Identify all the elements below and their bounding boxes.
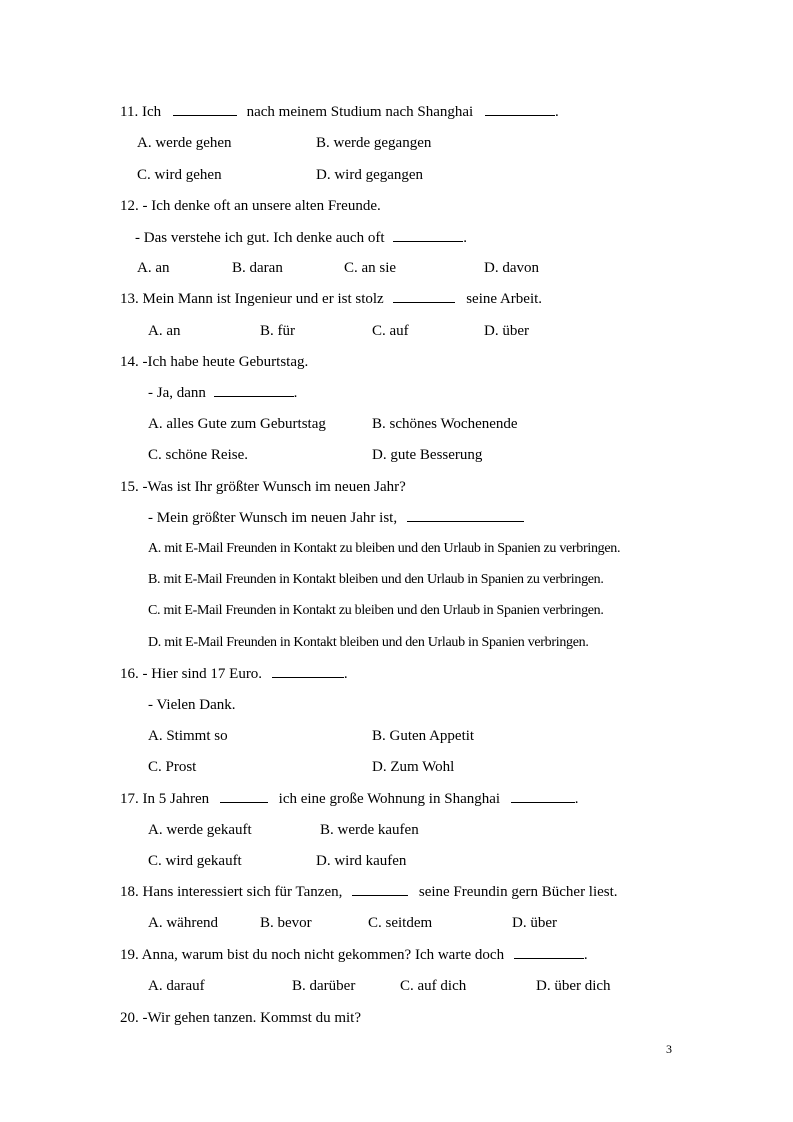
- q16-option-b[interactable]: B. Guten Appetit: [372, 728, 475, 744]
- q17-option-c[interactable]: C. wird gekauft: [148, 853, 242, 869]
- q15-option-c[interactable]: C. mit E-Mail Freunden in Kontakt zu bleiben und den Urlaub in Spanien verbringen.: [148, 603, 604, 618]
- q11-option-a[interactable]: A. werde gehen: [137, 135, 232, 151]
- q14-line-1: 14. -Ich habe heute Geburtstag.: [120, 354, 309, 370]
- q17-middle: ich eine große Wohnung in Shanghai: [278, 791, 501, 807]
- q20-line-1: 20. -Wir gehen tanzen. Kommst du mit?: [120, 1010, 362, 1026]
- page-number: 3: [666, 1042, 672, 1056]
- q16-option-c[interactable]: C. Prost: [148, 759, 197, 775]
- q12-line-2: [135, 228, 467, 248]
- q11-option-d[interactable]: D. wird gegangen: [316, 167, 424, 183]
- q15-option-b[interactable]: B. mit E-Mail Freunden in Kontakt bleiben und den Urlaub in Spanien zu verbringen.: [148, 572, 604, 587]
- q18-option-a[interactable]: A. während: [148, 915, 218, 931]
- q18-end: seine Freundin gern Bücher liest.: [418, 884, 618, 900]
- q14-option-a[interactable]: A. alles Gute zum Geburtstag: [148, 416, 326, 432]
- q19-option-d[interactable]: D. über dich: [536, 978, 611, 994]
- q18-option-b[interactable]: B. bevor: [260, 915, 312, 931]
- q15-line-2-text: - Mein größter Wunsch im neuen Jahr ist,: [148, 510, 398, 526]
- q16-option-d[interactable]: D. Zum Wohl: [372, 759, 455, 775]
- q15-option-a[interactable]: A. mit E-Mail Freunden in Kontakt zu bleiben und den Urlaub in Spanien zu verbringen.: [148, 541, 621, 556]
- q14-option-c[interactable]: C. schöne Reise.: [148, 447, 248, 463]
- q15-line-2: [148, 508, 524, 528]
- q11-option-b[interactable]: B. werde gegangen: [316, 135, 432, 151]
- q14-blank[interactable]: [214, 383, 294, 397]
- q12-line-2-text: - Das verstehe ich gut. Ich denke auch oft: [135, 230, 385, 246]
- q17-option-b[interactable]: B. werde kaufen: [320, 822, 419, 838]
- q14-end: .: [293, 385, 298, 401]
- q18-option-d[interactable]: D. über: [512, 915, 557, 931]
- q12-line-1: 12. - Ich denke oft an unsere alten Freunde.: [120, 198, 381, 214]
- q11-middle: nach meinem Studium nach Shanghai: [246, 104, 474, 120]
- q16-line-1: [120, 664, 348, 684]
- q15-blank[interactable]: [407, 508, 524, 522]
- question-18: [120, 882, 618, 902]
- q13-option-b[interactable]: B. für: [260, 323, 295, 339]
- q12-option-c[interactable]: C. an sie: [344, 260, 397, 276]
- q19-text: 19. Anna, warum bist du noch nicht gekommen? Ich warte doch: [120, 947, 505, 963]
- q19-option-a[interactable]: A. darauf: [148, 978, 205, 994]
- q17-blank-1[interactable]: [220, 789, 268, 803]
- q11-blank-2[interactable]: [485, 102, 555, 116]
- q13-option-d[interactable]: D. über: [484, 323, 529, 339]
- q11-option-c[interactable]: C. wird gehen: [137, 167, 222, 183]
- q13-end: seine Arbeit.: [466, 291, 543, 307]
- q11-start: 11. Ich: [120, 104, 162, 120]
- q15-option-d[interactable]: D. mit E-Mail Freunden in Kontakt bleiben und den Urlaub in Spanien verbringen.: [148, 635, 589, 650]
- q13-blank[interactable]: [393, 289, 455, 303]
- q18-option-c[interactable]: C. seitdem: [368, 915, 433, 931]
- q19-option-c[interactable]: C. auf dich: [400, 978, 467, 994]
- q18-blank[interactable]: [352, 882, 408, 896]
- q13-option-c[interactable]: C. auf: [372, 323, 409, 339]
- q17-option-d[interactable]: D. wird kaufen: [316, 853, 407, 869]
- q14-option-b[interactable]: B. schönes Wochenende: [372, 416, 518, 432]
- q17-start: 17. In 5 Jahren: [120, 791, 210, 807]
- q13-text: 13. Mein Mann ist Ingenieur und er ist stolz: [120, 291, 384, 307]
- q12-option-b[interactable]: B. daran: [232, 260, 283, 276]
- q19-option-b[interactable]: B. darüber: [292, 978, 356, 994]
- q14-line-2: [148, 383, 297, 403]
- q16-option-a[interactable]: A. Stimmt so: [148, 728, 228, 744]
- q11-end: .: [554, 104, 559, 120]
- q16-blank[interactable]: [272, 664, 344, 678]
- q17-option-a[interactable]: A. werde gekauft: [148, 822, 252, 838]
- question-11: [120, 102, 559, 122]
- q16-line-1-text: 16. - Hier sind 17 Euro.: [120, 666, 263, 682]
- q16-end: .: [343, 666, 348, 682]
- question-17: [120, 789, 579, 809]
- q19-blank[interactable]: [514, 945, 584, 959]
- question-19: [120, 945, 588, 965]
- q17-blank-2[interactable]: [511, 789, 575, 803]
- q12-option-a[interactable]: A. an: [137, 260, 170, 276]
- question-13: [120, 289, 542, 309]
- q12-option-d[interactable]: D. davon: [484, 260, 539, 276]
- q11-blank-1[interactable]: [173, 102, 237, 116]
- q17-end: .: [574, 791, 579, 807]
- q14-option-d[interactable]: D. gute Besserung: [372, 447, 483, 463]
- q16-line-2: - Vielen Dank.: [148, 697, 236, 713]
- q19-end: .: [583, 947, 588, 963]
- q12-end: .: [463, 230, 467, 246]
- q13-option-a[interactable]: A. an: [148, 323, 181, 339]
- q12-blank[interactable]: [393, 228, 463, 242]
- q15-line-1: 15. -Was ist Ihr größter Wunsch im neuen Jahr?: [120, 479, 406, 495]
- q14-line-2-text: - Ja, dann: [148, 385, 206, 401]
- q18-text: 18. Hans interessiert sich für Tanzen,: [120, 884, 343, 900]
